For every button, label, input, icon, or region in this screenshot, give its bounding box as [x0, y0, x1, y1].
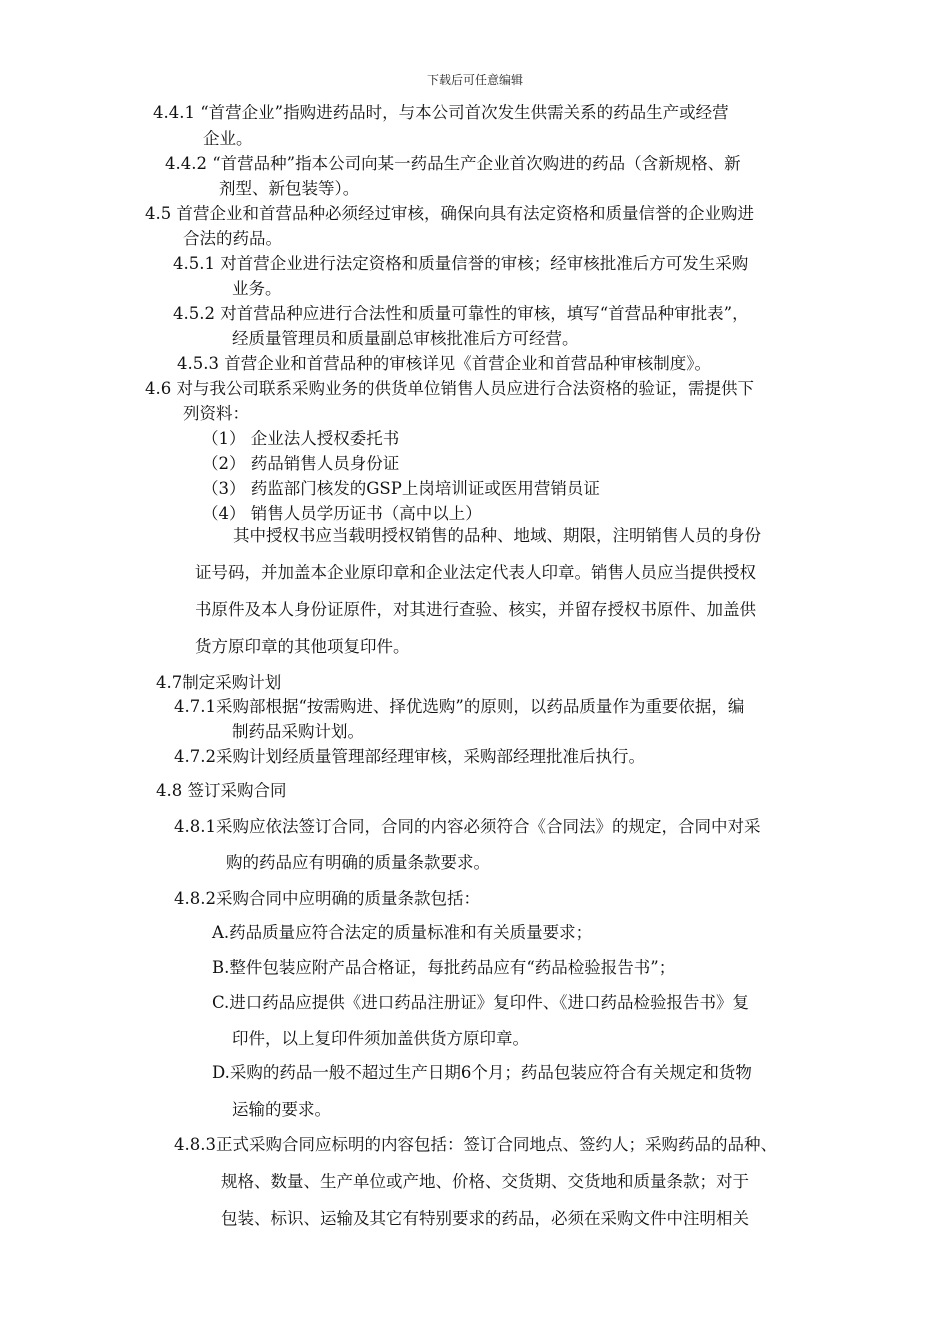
text-line: 4.4.1 “首营企业”指购进药品时，与本公司首次发生供需关系的药品生产或经营: [153, 103, 729, 122]
list-item: B.整件包装应附产品合格证，每批药品应有“药品检验报告书”；: [212, 958, 676, 977]
text-line: 合法的药品。: [183, 229, 282, 248]
list-item: （4） 销售人员学历证书（高中以上）: [202, 504, 482, 523]
text-line: 4.7.1采购部根据“按需购进、择优选购”的原则，以药品质量作为重要依据，编: [174, 697, 745, 716]
list-item: A.药品质量应符合法定的质量标准和有关质量要求；: [212, 923, 593, 942]
text-line: 运输的要求。: [232, 1100, 331, 1119]
text-line: 4.7.2采购计划经质量管理部经理审核，采购部经理批准后执行。: [174, 747, 645, 766]
text-line: 剂型、新包装等）。: [219, 179, 360, 198]
text-line: 证号码，并加盖本企业原印章和企业法定代表人印章。销售人员应当提供授权: [195, 563, 756, 582]
text-line: 4.5.3 首营企业和首营品种的审核详见《首营企业和首营品种审核制度》。: [177, 354, 711, 373]
text-line: 4.8.2采购合同中应明确的质量条款包括：: [174, 889, 480, 908]
text-line: 4.5.2 对首营品种应进行合法性和质量可靠性的审核，填写“首营品种审批表”，: [173, 304, 749, 323]
text-line: 经质量管理员和质量副总审核批准后方可经营。: [232, 329, 579, 348]
text-line: 4.5.1 对首营企业进行法定资格和质量信誉的审核；经审核批准后方可发生采购: [173, 254, 749, 273]
text-line: 4.6 对与我公司联系采购业务的供货单位销售人员应进行合法资格的验证，需提供下: [145, 379, 754, 398]
text-line: 列资料：: [183, 404, 249, 423]
list-item: （1） 企业法人授权委托书: [202, 429, 400, 448]
text-line: 业务。: [232, 279, 282, 298]
section-heading: 4.7制定采购计划: [156, 673, 282, 692]
text-line: 4.4.2 “首营品种”指本公司向某一药品生产企业首次购进的药品（含新规格、新: [165, 154, 741, 173]
list-item: （2） 药品销售人员身份证: [202, 454, 400, 473]
text-line: 4.8.1采购应依法签订合同，合同的内容必须符合《合同法》的规定，合同中对采: [174, 817, 761, 836]
text-line: 货方原印章的其他项复印件。: [195, 637, 410, 656]
text-line: 4.8.3正式采购合同应标明的内容包括：签订合同地点、签约人；采购药品的品种、: [174, 1135, 777, 1154]
page-header: 下载后可任意编辑: [426, 73, 523, 87]
text-line: 4.5 首营企业和首营品种必须经过审核，确保向具有法定资格和质量信誉的企业购进: [145, 204, 754, 223]
text-line: 购的药品应有明确的质量条款要求。: [226, 853, 490, 872]
text-line: 书原件及本人身份证原件，对其进行查验、核实，并留存授权书原件、加盖供: [195, 600, 756, 619]
list-item: D.采购的药品一般不超过生产日期6个月；药品包装应符合有关规定和货物: [212, 1063, 752, 1082]
list-item: （3） 药监部门核发的GSP上岗培训证或医用营销员证: [202, 479, 600, 498]
text-line: 企业。: [203, 129, 253, 148]
text-line: 制药品采购计划。: [232, 722, 364, 741]
text-line: 规格、数量、生产单位或产地、价格、交货期、交货地和质量条款；对于: [221, 1172, 749, 1191]
text-line: 包装、标识、运输及其它有特别要求的药品，必须在采购文件中注明相关: [221, 1209, 749, 1228]
list-item: C.进口药品应提供《进口药品注册证》复印件、《进口药品检验报告书》复: [212, 993, 750, 1012]
section-heading: 4.8 签订采购合同: [156, 781, 287, 800]
text-line: 其中授权书应当载明授权销售的品种、地域、期限，注明销售人员的身份: [233, 526, 761, 545]
text-line: 印件，以上复印件须加盖供货方原印章。: [232, 1029, 529, 1048]
